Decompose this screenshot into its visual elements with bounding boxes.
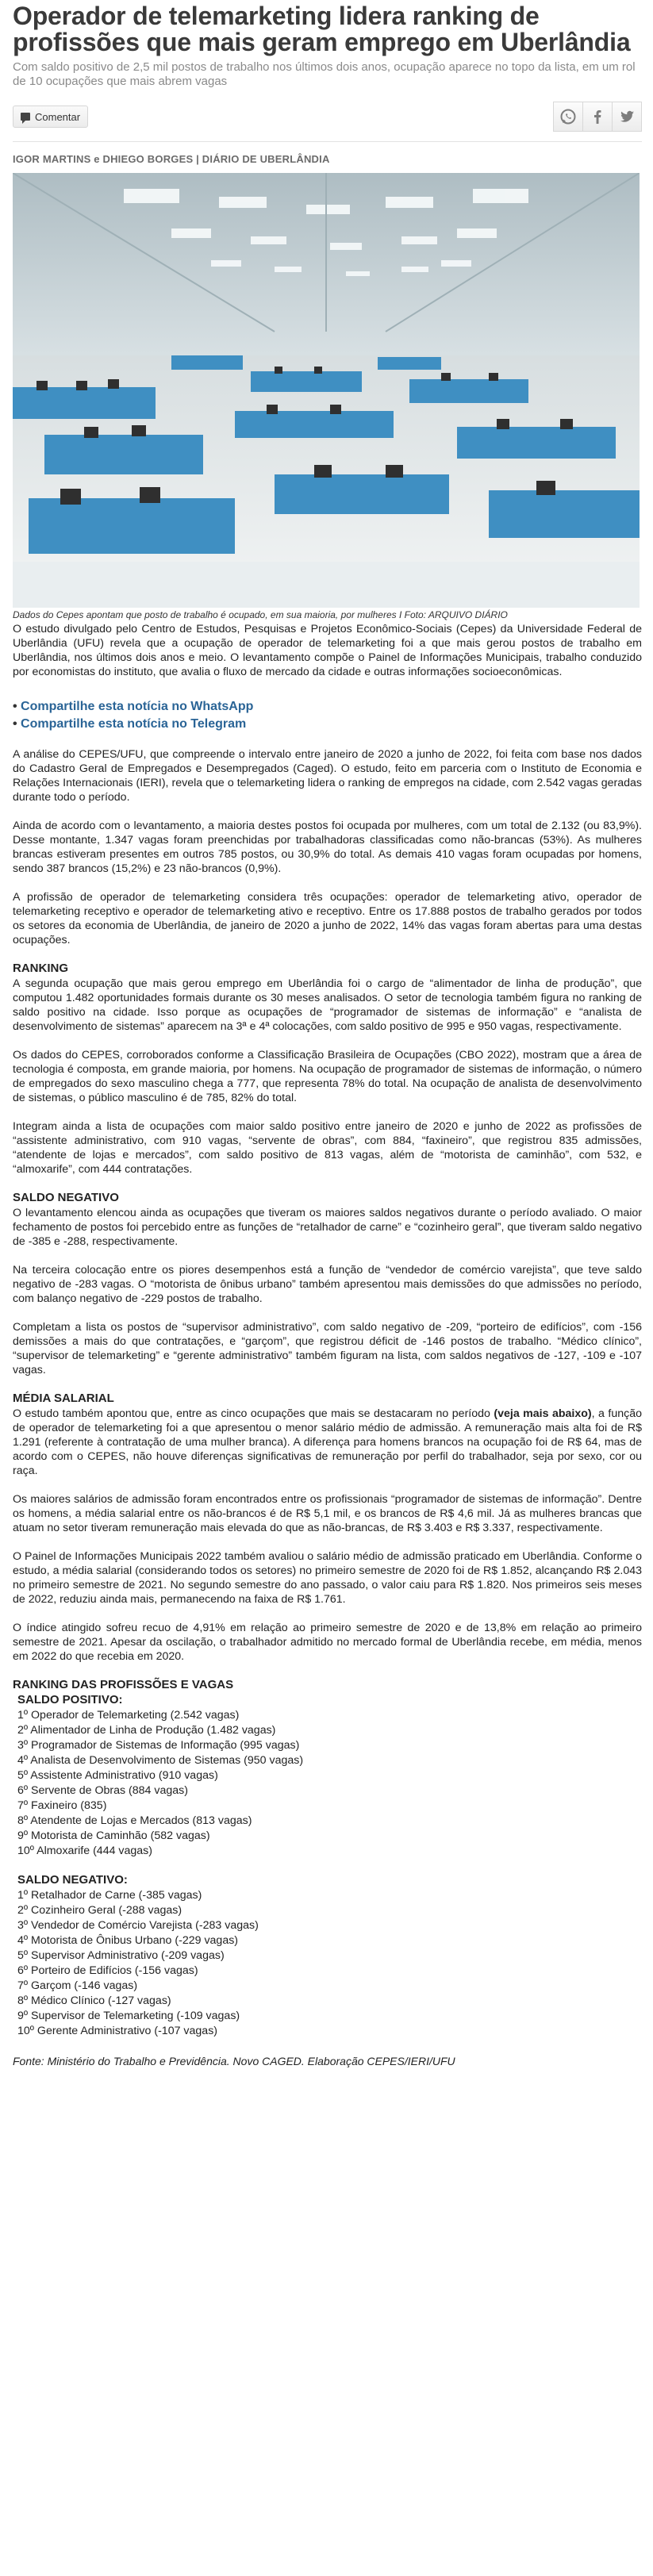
list-heading: SALDO NEGATIVO: — [17, 1873, 128, 1887]
list-item: 2º Alimentador de Linha de Produção (1.482 vagas) — [17, 1724, 276, 1737]
positive-ranking-list — [13, 1708, 642, 1859]
article-byline: IGOR MARTINS e DHIEGO BORGES | DIÁRIO DE UBERLÂNDIA — [13, 153, 330, 165]
paragraph: Os dados do CEPES, corroborados conforme a Classificação Brasileira de Ocupações (CBO 2022), mostram que a área de tecnologia é composta, em grande maioria, por homens. Na ocupação de programador de sistemas de informação, o número de empregados do sexo masculino chega a 777, que representa 78% do total. Na ocupação de analista de desenvolvimento de sistemas, o público masculino é de 785, 82% do total. — [13, 1049, 642, 1104]
list-item: 10º Gerente Administrativo (-107 vagas) — [17, 2025, 218, 2037]
paragraph: O levantamento elencou ainda as ocupações que tiveram os maiores saldos negativos durante o período avaliado. O maior fechamento de postos foi percebido entre as funções de “retalhador de carne” e “cozinheiro geral”, que tiveram saldo negativo de -385 e -288, respectivamente. — [13, 1207, 642, 1248]
list-item: 3º Programador de Sistemas de Informação (995 vagas) — [17, 1739, 300, 1752]
list-item: 2º Cozinheiro Geral (-288 vagas) — [17, 1904, 182, 1917]
paragraph: O estudo também apontou que, entre as cinco ocupações que mais se destacaram no período (veja mais abaixo), a função de operador de telemarketing foi a que apresentou o menor salário médio de admissão. A remuneração mais alta foi de R$ 1.291 (referente à contratação de uma mulher branca). A diferença para homens brancos na ocupação foi de R$ 64, mas de acordo com o CEPES, não houve diferenças significativas de remuneração por perfil do trabalhador, seja por sexo, cor ou raça. — [13, 1407, 642, 1477]
paragraph: O estudo divulgado pelo Centro de Estudos, Pesquisas e Projetos Econômico-Sociais (Cepes) da Universidade Federal de Uberlândia (UFU) revela que a ocupação de operador de telemarketing foi a que mais gerou postos de trabalho em Uberlândia, nos últimos dois anos e meio. O levantamento compõe o Painel de Informações Municipais, trabalho conduzido por economistas do instituto, que avalia o fluxo de mercado da cidade e outras informações socioeconômicas. — [13, 623, 642, 678]
list-item: 3º Vendedor de Comércio Varejista (-283 vagas) — [17, 1919, 259, 1932]
paragraph: Integram ainda a lista de ocupações com maior saldo positivo entre janeiro de 2020 e junho de 2022 as profissões de “assistente administrativo, com 910 vagas, “servente de obras”, com 884, “faxineiro”, que registrou 835 admissões, “atendente de lojas e mercados”, com saldo positivo de 813 vagas, além de “motorista de caminhão”, com 532, e “almoxarife”, com 444 contratações. — [13, 1120, 642, 1176]
comment-button[interactable] — [13, 106, 88, 128]
article-subtitle: Com saldo positivo de 2,5 mil postos de trabalho nos últimos dois anos, ocupação aparece no topo da lista, em um rol de 10 ocupações que mais abrem vagas — [13, 60, 636, 88]
paragraph: A profissão de operador de telemarketing considera três ocupações: operador de telemarketing ativo, operador de telemarketing receptivo e operador de telemarketing ativo e receptivo. Entre os 17.888 postos de trabalho gerados por todos os setores da economia de Uberlândia, de janeiro de 2020 a junho de 2022, 14% das vagas foram abertas para uma destas ocupações. — [13, 891, 642, 946]
list-heading: SALDO POSITIVO: — [17, 1693, 123, 1706]
list-item: 7º Faxineiro (835) — [17, 1799, 107, 1812]
list-item: 9º Motorista de Caminhão (582 vagas) — [17, 1829, 210, 1842]
list-item: 8º Médico Clínico (-127 vagas) — [17, 1994, 171, 2007]
whatsapp-share-link[interactable]: • Compartilhe esta notícia no WhatsApp — [13, 700, 254, 713]
paragraph: O Painel de Informações Municipais 2022 também avaliou o salário médio de admissão praticado em Uberlândia. Conforme o estudo, a média salarial (considerando todos os setores) no primeiro semestre de 2020 foi de R$ 1.852, alcançando R$ 2.043 no primeiro semestre de 2021. No segundo semestre do ano passado, o valor caiu para R$ 1.820. Nos primeiros seis meses de 2022, reduziu ainda mais, permanecendo na faixa de R$ 1.761. — [13, 1550, 642, 1606]
photo-caption: Dados do Cepes apontam que posto de trabalho é ocupado, em sua maioria, por mulheres I Foto: ARQUIVO DIÁRIO — [13, 609, 508, 620]
twitter-icon[interactable] — [613, 102, 642, 132]
negative-ranking-list — [13, 1888, 642, 2039]
list-item: 5º Supervisor Administrativo (-209 vagas) — [17, 1949, 225, 1962]
list-item: 6º Porteiro de Edifícios (-156 vagas) — [17, 1964, 198, 1977]
comment-button-label: Comentar — [35, 110, 81, 123]
comment-icon — [21, 113, 30, 121]
list-item: 8º Atendente de Lojas e Mercados (813 vagas) — [17, 1814, 252, 1827]
list-item: 4º Motorista de Ônibus Urbano (-229 vagas) — [17, 1934, 239, 1947]
section-heading: RANKING — [13, 962, 68, 975]
list-item: 4º Analista de Desenvolvimento de Sistemas (950 vagas) — [17, 1754, 304, 1767]
article-title: Operador de telemarketing lidera ranking de profissões que mais geram emprego em Uberlândia — [13, 2, 631, 56]
list-item: 1º Operador de Telemarketing (2.542 vagas) — [17, 1709, 240, 1722]
list-item: 10º Almoxarife (444 vagas) — [17, 1845, 152, 1857]
share-links — [13, 698, 642, 733]
section-heading: MÉDIA SALARIAL — [13, 1392, 114, 1405]
section-heading: RANKING DAS PROFISSÕES E VAGAS — [13, 1678, 234, 1691]
paragraph: Os maiores salários de admissão foram encontrados entre os profissionais “programador de sistemas de informação”. Dentre os homens, a média salarial entre os não-brancos é de R$ 5,1 mil, e os brancos de R$ 4,6 mil. Já as mulheres brancas que atuam no setor tiveram remuneração mais elevada do que as não-brancas, de R$ 3.403 e R$ 3.337, respectivamente. — [13, 1493, 642, 1534]
whatsapp-icon[interactable] — [553, 102, 583, 132]
section-heading: SALDO NEGATIVO — [13, 1191, 119, 1204]
article-toolbar — [13, 102, 642, 142]
telegram-share-link[interactable]: • Compartilhe esta notícia no Telegram — [13, 717, 247, 731]
see-below-note: (veja mais abaixo) — [494, 1407, 592, 1420]
paragraph: Ainda de acordo com o levantamento, a maioria destes postos foi ocupada por mulheres, com um total de 2.132 (ou 83,9%). Desse montante, 1.347 vagas foram preenchidas por trabalhadoras classificadas como não-brancas (53%). As mulheres brancas estiveram presentes em outros 785 postos, ou 30,9% do total. As demais 410 vagas foram ocupadas por homens, sendo 387 brancos (15,2%) e 23 não-brancos (0,9%). — [13, 820, 642, 875]
paragraph: Completam a lista os postos de “supervisor administrativo”, com saldo negativo de -209, “porteiro de edifícios”, com -156 demissões a mais do que contratações, e “garçom”, que registrou déficit de -146 postos de trabalho. “Médico clínico”, “supervisor de telemarketing” e “gerente administrativo” também figuram na lista, com saldos negativos de -127, -109 e -107 vagas. — [13, 1321, 642, 1376]
share-buttons — [553, 102, 642, 132]
paragraph: Na terceira colocação entre os piores desempenhos está a função de “vendedor de comércio varejista”, que teve saldo negativo de -283 vagas. O “motorista de ônibus urbano” também apresentou mais demissões do que admissões no período, com balanço negativo de -229 postos de trabalho. — [13, 1264, 642, 1305]
facebook-icon[interactable] — [583, 102, 613, 132]
list-item: 7º Garçom (-146 vagas) — [17, 1979, 138, 1992]
paragraph: O índice atingido sofreu recuo de 4,91% em relação ao primeiro semestre de 2020 e de 13,8% em relação ao primeiro semestre de 2021. Apesar da oscilação, o trabalhador admitido no mercado formal de Uberlândia recebe, em média, menos em 2022 do que recebia em 2020. — [13, 1622, 642, 1663]
source-note: Fonte: Ministério do Trabalho e Previdência. Novo CAGED. Elaboração CEPES/IERI/UFU — [13, 2055, 455, 2067]
list-item: 6º Servente de Obras (884 vagas) — [17, 1784, 188, 1797]
paragraph: A análise do CEPES/UFU, que compreende o intervalo entre janeiro de 2020 a junho de 2022, foi feita com base nos dados do Cadastro Geral de Empregados e Desempregados (Caged). O estudo, feito em parceria com o Instituto de Economia e Relações Internacionais (IERI), revela que o telemarketing lidera o ranking de empregos na cidade, com 2.542 vagas geradas durante todo o período. — [13, 748, 642, 804]
paragraph: A segunda ocupação que mais gerou emprego em Uberlândia foi o cargo de “alimentador de linha de produção”, que computou 1.482 oportunidades formais durante os 30 meses analisados. O setor de tecnologia também figura no ranking de saldo positivo na cidade. Isso porque as ocupações de “programador de sistemas de informação” e “analista de desenvolvimento de sistemas” aparecem na 3ª e 4ª colocações, com saldo positivo de 995 e 950 vagas, respectivamente. — [13, 977, 642, 1033]
list-item: 9º Supervisor de Telemarketing (-109 vagas) — [17, 2010, 240, 2022]
list-item: 5º Assistente Administrativo (910 vagas) — [17, 1769, 218, 1782]
article-photo — [13, 173, 640, 608]
list-item: 1º Retalhador de Carne (-385 vagas) — [17, 1889, 202, 1902]
